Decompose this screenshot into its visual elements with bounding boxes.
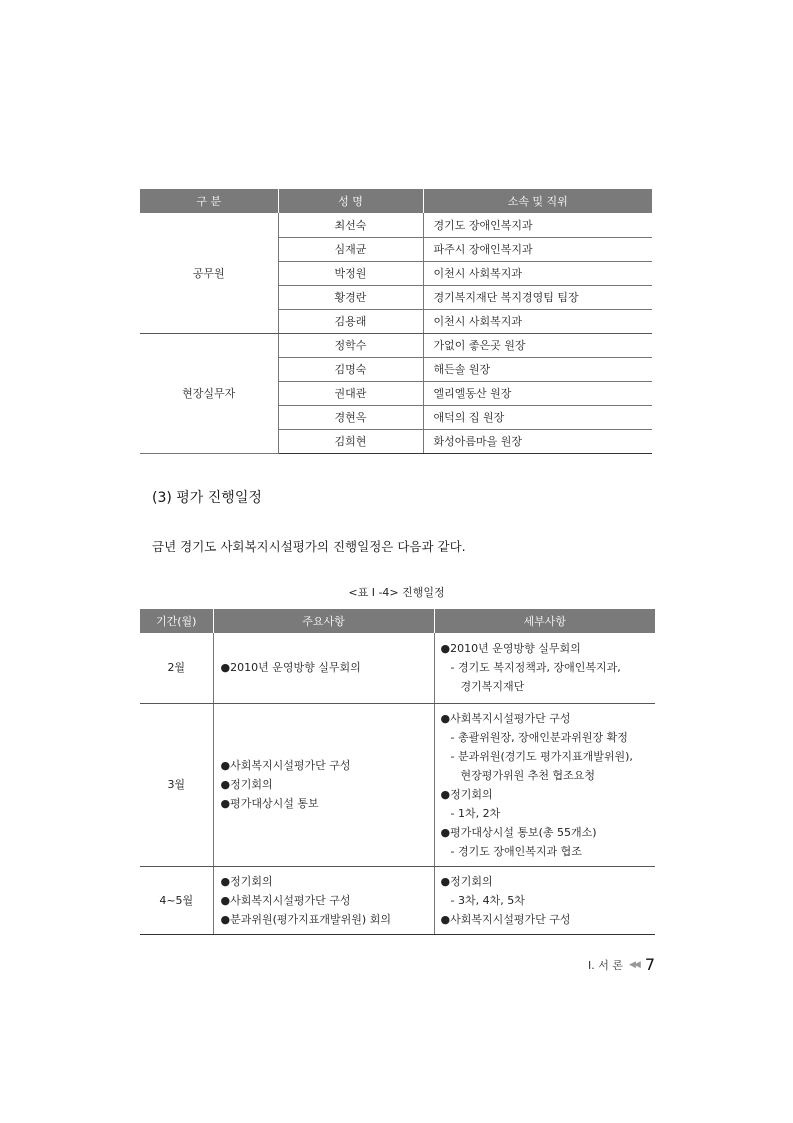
- name-cell: 경현옥: [278, 405, 423, 429]
- list-item: ●사회복지시설평가단 구성: [440, 912, 571, 926]
- list-item: ●2010년 운영방향 실무회의: [440, 642, 581, 656]
- affiliation-cell: 애덕의 집 원장: [423, 405, 652, 429]
- members-table: [140, 189, 652, 454]
- table-row: [140, 333, 652, 357]
- list-item: ●정기회의: [220, 778, 273, 791]
- header-affiliation: 소속 및 직위: [423, 189, 652, 213]
- list-item: ●2010년 운영방향 실무회의: [220, 661, 361, 675]
- header-details: 세부사항: [434, 609, 655, 633]
- table-caption: <표 Ⅰ -4> 진행일정: [348, 586, 445, 599]
- members-table-header: [140, 189, 652, 213]
- list-item: - 분과위원(경기도 평가지표개발위원),: [450, 749, 633, 763]
- table-row: [140, 866, 655, 934]
- name-cell: 정학수: [278, 333, 423, 357]
- name-cell: 권대관: [278, 381, 423, 405]
- details-cell: [434, 703, 655, 866]
- list-item: - 경기도 장애인복지과 협조: [450, 844, 582, 858]
- list-item: ●평가대상시설 통보(총 55개소): [440, 825, 597, 839]
- list-item: ●정기회의: [220, 874, 273, 888]
- page-number: 7: [644, 955, 655, 974]
- table-row: [140, 703, 655, 866]
- list-item: ●평가대상시설 통보: [220, 797, 319, 810]
- list-item: 현장평가위원 추천 협조요청: [460, 768, 596, 782]
- affiliation-cell: 엘리엘동산 원장: [423, 381, 652, 405]
- affiliation-cell: 파주시 장애인복지과: [423, 237, 652, 261]
- list-item: ●사회복지시설평가단 구성: [440, 711, 571, 725]
- affiliation-cell: 해든솔 원장: [423, 357, 652, 381]
- list-item: 경기복지재단: [460, 680, 525, 694]
- affiliation-cell: 가없이 좋은곳 원장: [423, 333, 652, 357]
- main-items-cell: [213, 703, 434, 866]
- list-item: - 3차, 4차, 5차: [450, 893, 525, 907]
- name-cell: 박정원: [278, 261, 423, 285]
- name-cell: 최선숙: [278, 213, 423, 237]
- table-row: [140, 213, 652, 237]
- table-row: [140, 633, 655, 703]
- main-items-cell: [213, 633, 434, 703]
- header-main-items: 주요사항: [213, 609, 434, 633]
- intro-paragraph: 금년 경기도 사회복지시설평가의 진행일정은 다음과 같다.: [152, 539, 466, 554]
- affiliation-cell: 이천시 사회복지과: [423, 309, 652, 333]
- list-item: ●사회복지시설평가단 구성: [220, 893, 351, 907]
- header-name: 성 명: [278, 189, 423, 213]
- category-cell: 공무원: [140, 213, 278, 333]
- schedule-table-header: [140, 609, 655, 633]
- list-item: - 1차, 2차: [450, 806, 501, 820]
- main-items-cell: [213, 866, 434, 934]
- details-cell: [434, 866, 655, 934]
- name-cell: 김명숙: [278, 357, 423, 381]
- period-cell: 2월: [140, 633, 213, 703]
- name-cell: 김용래: [278, 309, 423, 333]
- page-footer: [588, 955, 655, 974]
- period-cell: 4~5월: [140, 866, 213, 934]
- name-cell: 황경란: [278, 285, 423, 309]
- period-cell: 3월: [140, 703, 213, 866]
- chapter-label: Ⅰ. 서 론: [587, 958, 623, 972]
- affiliation-cell: 경기도 장애인복지과: [423, 213, 652, 237]
- list-item: - 총괄위원장, 장애인분과위원장 확정: [450, 730, 628, 744]
- section-heading: (3) 평가 진행일정: [152, 490, 262, 506]
- details-cell: [434, 633, 655, 703]
- affiliation-cell: 경기복지재단 복지경영팀 팀장: [423, 285, 652, 309]
- header-category: 구 분: [140, 189, 278, 213]
- list-item: ●사회복지시설평가단 구성: [220, 759, 351, 772]
- list-item: ●분과위원(평가지표개발위원) 회의: [220, 912, 391, 926]
- schedule-table: [140, 609, 655, 935]
- list-item: - 경기도 복지정책과, 장애인복지과,: [450, 661, 621, 675]
- list-item: ●정기회의: [440, 874, 493, 888]
- name-cell: 심재균: [278, 237, 423, 261]
- list-item: ●정기회의: [440, 787, 493, 801]
- affiliation-cell: 이천시 사회복지과: [423, 261, 652, 285]
- name-cell: 김희현: [278, 429, 423, 453]
- affiliation-cell: 화성아름마을 원장: [423, 429, 652, 453]
- header-period: 기간(월): [140, 609, 213, 633]
- category-cell: 현장실무자: [140, 333, 278, 453]
- double-left-arrow-icon: ◀◀: [628, 959, 639, 970]
